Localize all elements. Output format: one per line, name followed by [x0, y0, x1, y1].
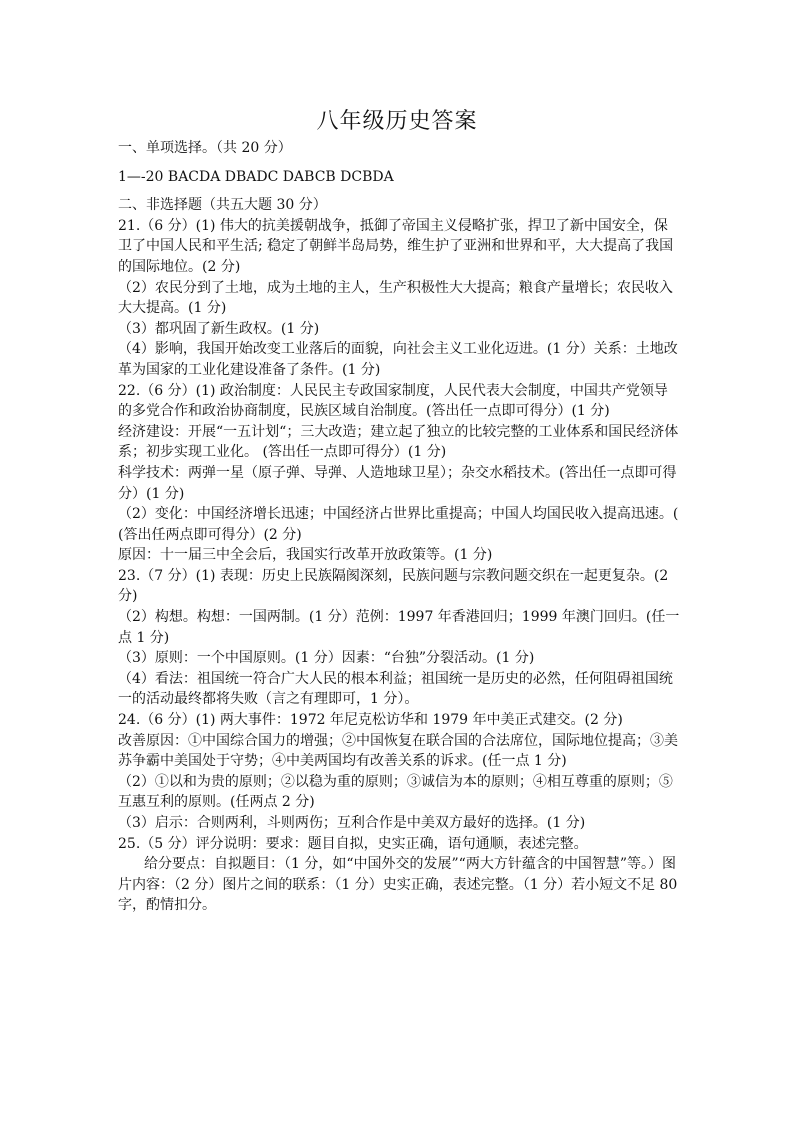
q24-part2: （2）①以和为贵的原则；②以稳为重的原则；③诚信为本的原则；④相互尊重的原则；⑤互惠互利的原则。(任两点 2 分)	[118, 773, 673, 811]
q24-part1-reasons: 改善原因：①中国综合国力的增强；②中国恢复在联合国的合法席位，国际地位提高；③美苏争霸中美国处于守势；④中美两国均有改善关系的诉求。(任一点 1 分)	[118, 732, 678, 770]
q24-part1-events: 24.（6 分）(1) 两大事件：1972 年尼克松访华和 1979 年中美正式建交。(2 分)	[118, 712, 623, 729]
section2-heading: 二、非选择题（共五大题 30 分）	[118, 197, 327, 214]
q22-part2-change: （2）变化：中国经济增长迅速；中国经济占世界比重提高；中国人均国民收入提高迅速。( (答出任两点即可得分）(2 分)	[118, 506, 679, 543]
page-title: 八年级历史答案	[316, 109, 478, 134]
q23-part2: （2）构想。构想：一国两制。(1 分）范例：1997 年香港回归；1999 年澳门回归。(任一点 1 分)	[118, 609, 680, 646]
q23-part3: （3）原则：一个中国原则。(1 分）因素：“台独”分裂活动。(1 分)	[118, 650, 535, 667]
q21-part3: （3）都巩固了新生政权。(1 分)	[118, 320, 320, 337]
q23-part4: （4）看法：祖国统一符合广大人民的根本利益；祖国统一是历史的必然，任何阻碍祖国统一的活动最终都将失败（言之有理即可，1 分）。	[118, 670, 673, 708]
q24-part3: （3）启示：合则两利，斗则两伤；互利合作是中美双方最好的选择。(1 分)	[118, 815, 586, 831]
q22-part1-science: 科学技术：两弹一星（原子弹、导弹、人造地球卫星）；杂交水稻技术。(答出任一点即可得分）(1 分)	[118, 464, 677, 502]
answer-body	[118, 138, 680, 916]
q21-part1: 21.（6 分）(1) 伟大的抗美援朝战争，抵御了帝国主义侵略扩张，捍卫了新中国安全，保卫了中国人民和平生活; 稳定了朝鲜半岛局势，维生护了亚洲和世界和平，大大提高了我国的国际地位。(2 分)	[118, 217, 674, 275]
q23-part1: 23.（7 分）(1) 表现：历史上民族隔阂深刻，民族问题与宗教问题交织在一起更复杂。(2 分)	[118, 567, 669, 605]
q22-part1-economy: 经济建设：开展“一五计划“；三大改造；建立起了独立的比较完整的工业体系和国民经济体系；初步实现工业化。 (答出任一点即可得分）(1 分)	[118, 423, 679, 461]
q22-part1-politics: 22.（6 分）(1) 政治制度：人民民主专政国家制度，人民代表大会制度，中国共产党领导的多党合作和政治协商制度，民族区域自治制度。(答出任一点即可得分）(1 分)	[118, 382, 668, 420]
mc-answers: 1—-20 BACDA DBADC DABCB DCBDA	[118, 168, 394, 185]
q21-part4: （4）影响，我国开始改变工业落后的面貌，向社会主义工业化迈进。(1 分）关系：土地改革为国家的工业化建设准备了条件。(1 分)	[118, 341, 678, 378]
q25-scoring-note: 25.（5 分）评分说明：要求：题目自拟，史实正确，语句通顺，表述完整。	[118, 835, 588, 852]
section1-heading: 一、单项选择。（共 20 分）	[118, 140, 292, 156]
q21-part2: （2）农民分到了土地，成为土地的主人，生产积极性大大提高；粮食产量增长；农民收入大大提高。(1 分)	[118, 279, 673, 317]
q25-scoring-points: 给分要点：自拟题目：（1 分，如“中国外交的发展”“两大方针蕴含的中国智慧”等。）图片内容：（2 分）图片之间的联系：（1 分）史实正确，表述完整。（1 分）若小短文不足 80 字，酌情扣分。	[118, 856, 678, 914]
q22-part2-reason: 原因：十一届三中全会后，我国实行改革开放政策等。(1 分)	[118, 547, 493, 564]
